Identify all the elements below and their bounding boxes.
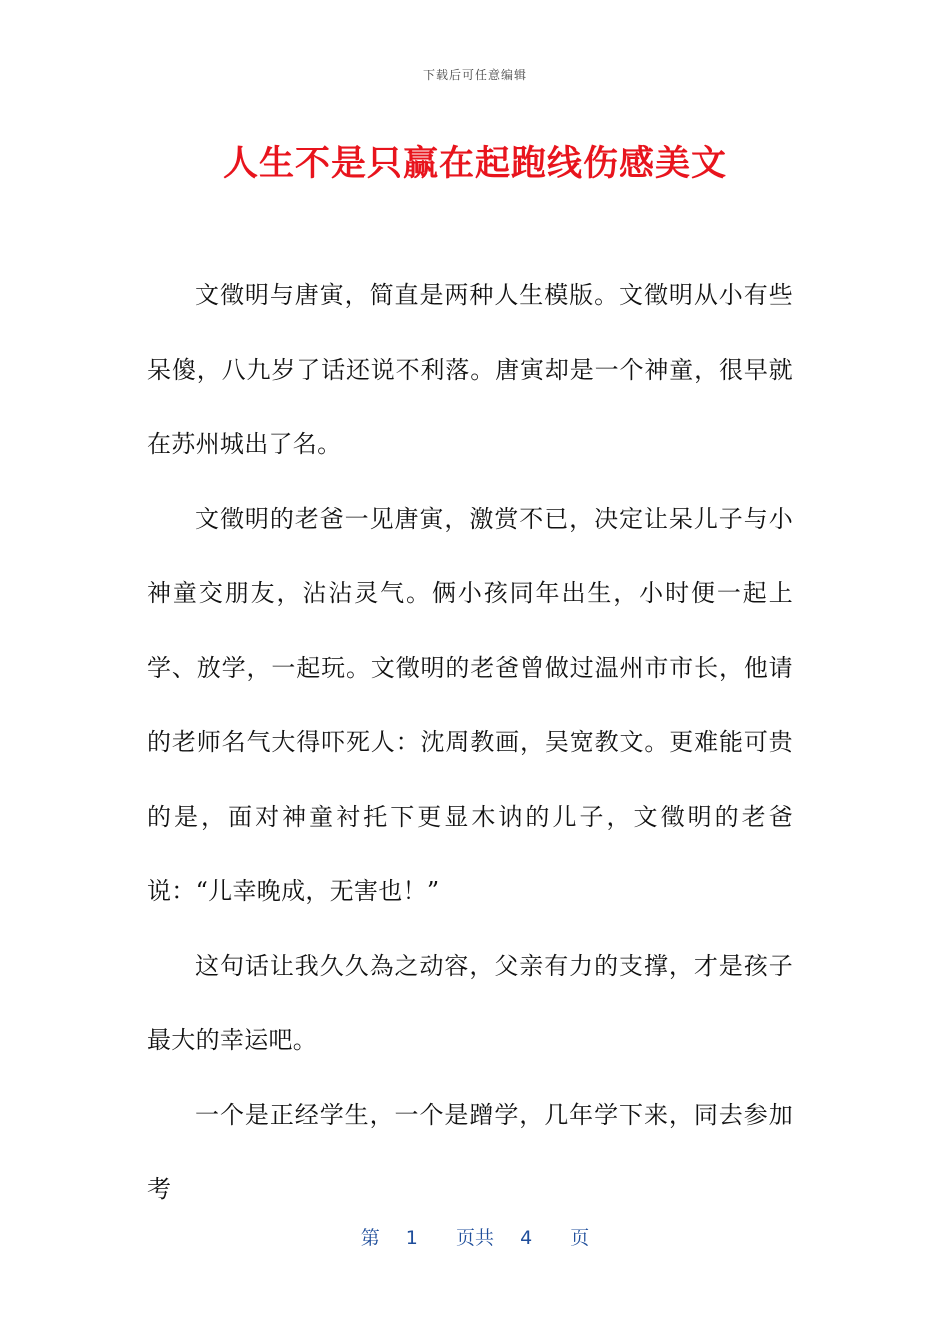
document-body bbox=[147, 258, 793, 1227]
page-footer bbox=[0, 1224, 950, 1252]
paragraph-3: 这句话让我久久為之动容，父亲有力的支撑，才是孩子最大的幸运吧。 bbox=[147, 951, 793, 1054]
paragraph-2: 文徵明的老爸一见唐寅，激赏不已，决定让呆儿子与小神童交朋友，沾沾灵气。俩小孩同年出生，小时便一起上学、放学，一起玩。文徵明的老爸曾做过温州市市长，他请的老师名气大得吓死人：沈周教画，吴宽教文。更难能可贵的是，面对神童衬托下更显木讷的儿子，文徵明的老爸说：“儿幸晚成，无害也！” bbox=[147, 504, 793, 905]
page-label-prefix: 第 bbox=[360, 1227, 380, 1249]
paragraph-4: 一个是正经学生，一个是蹭学，几年学下来，同去参加考 bbox=[147, 1100, 793, 1203]
page-label-mid: 页共 bbox=[455, 1227, 494, 1249]
header-note: 下载后可任意编辑 bbox=[422, 68, 527, 82]
paragraph-1: 文徵明与唐寅，简直是两种人生模版。文徵明从小有些呆傻，八九岁了话还说不利落。唐寅却是一个神童，很早就在苏州城出了名。 bbox=[147, 281, 793, 458]
document-title: 人生不是只赢在起跑线伤感美文 bbox=[222, 144, 727, 184]
current-page-number: 1 bbox=[405, 1227, 418, 1249]
page-label-suffix: 页 bbox=[570, 1227, 590, 1249]
total-pages-number: 4 bbox=[520, 1227, 533, 1249]
